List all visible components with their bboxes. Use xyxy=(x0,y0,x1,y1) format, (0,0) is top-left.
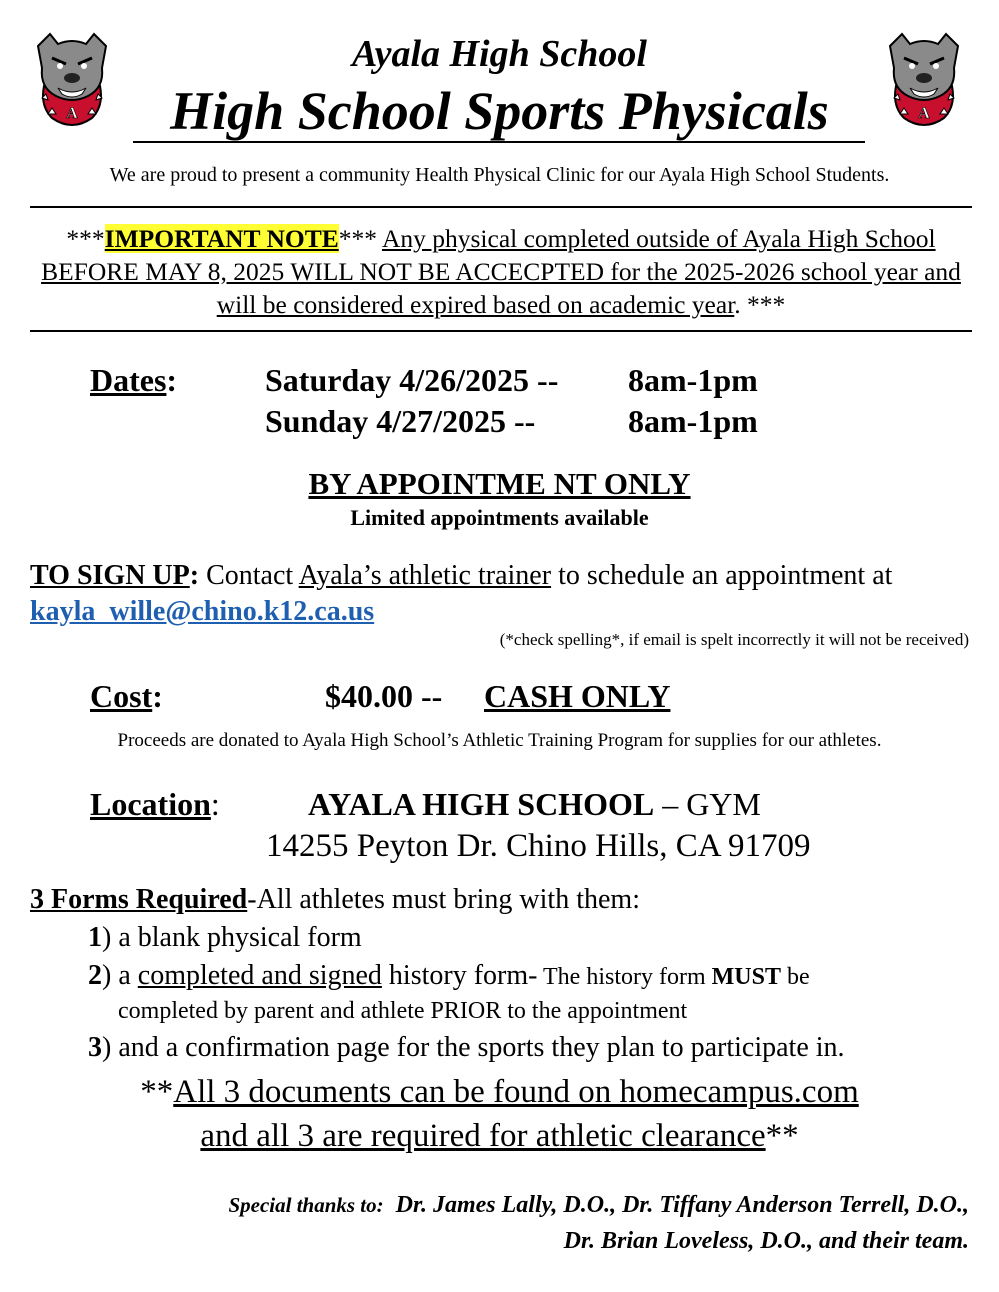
title-underline xyxy=(133,141,865,143)
appointment-heading: BY APPOINTME NT ONLY xyxy=(308,466,691,501)
callout-line-2: and all 3 are required for athletic clearance** xyxy=(200,1118,799,1154)
location-name: AYALA HIGH SCHOOL – GYM xyxy=(308,786,761,822)
location-label: Location: xyxy=(90,786,220,822)
cost-label: Cost: xyxy=(90,678,163,714)
date-row-1-time: 8am-1pm xyxy=(628,362,758,398)
date-row-1-day: Saturday 4/26/2025 -- xyxy=(265,362,559,398)
divider-bottom xyxy=(30,330,972,332)
note-body: Any physical completed outside of Ayala High School BEFORE MAY 8, 2025 WILL NOT BE ACCECPTED for the 2025-2026 school year and will be considered expired based on academic year xyxy=(41,224,961,319)
dates-label: Dates: xyxy=(90,362,178,398)
important-note xyxy=(34,222,968,321)
email-link[interactable]: kayla_wille@chino.k12.ca.us xyxy=(30,596,375,627)
thanks-line-2: Dr. Brian Loveless, D.O., and their team. xyxy=(563,1228,969,1254)
proceeds-text: Proceeds are donated to Ayala High School’s Athletic Training Program for supplies for our athletes. xyxy=(117,730,882,751)
forms-heading: 3 Forms Required-All athletes must bring with them: xyxy=(30,884,640,915)
divider-top xyxy=(30,206,972,208)
appointment-sub: Limited appointments available xyxy=(350,505,649,530)
thanks-line-1: Special thanks to: Dr. James Lally, D.O., Dr. Tiffany Anderson Terrell, D.O., xyxy=(228,1192,969,1218)
callout-line-1: **All 3 documents can be found on homecampus.com xyxy=(140,1074,859,1110)
note-suffix: . *** xyxy=(734,290,786,319)
form-item-2: 2) a completed and signed history form- The history form MUST be xyxy=(88,960,810,991)
date-row-2-time: 8am-1pm xyxy=(628,403,758,439)
page-title: High School Sports Physicals xyxy=(170,81,829,141)
form-item-3: 3) and a confirmation page for the sports they plan to participate in. xyxy=(88,1032,845,1063)
signup-text: TO SIGN UP: Contact Ayala’s athletic trainer to schedule an appointment at kayla_wille@chino.k12.ca.us xyxy=(30,560,893,627)
cost-amount: $40.00 -- xyxy=(325,678,443,714)
note-prefix: *** xyxy=(66,224,105,253)
location-address: 14255 Peyton Dr. Chino Hills, CA 91709 xyxy=(266,828,811,864)
spelling-note: (*check spelling*, if email is spelt incorrectly it will not be received) xyxy=(499,630,969,649)
form-item-1: 1) a blank physical form xyxy=(88,922,362,953)
trainer-text: Ayala’s athletic trainer xyxy=(298,560,552,591)
svg-text:A: A xyxy=(918,105,930,122)
note-label: IMPORTANT NOTE xyxy=(104,224,339,253)
form-item-2-cont: completed by parent and athlete PRIOR to the appointment xyxy=(118,998,688,1024)
signup-label: TO SIGN UP xyxy=(30,560,190,591)
cost-method: CASH ONLY xyxy=(484,678,671,714)
note-mid: *** xyxy=(338,224,377,253)
date-row-2-day: Sunday 4/27/2025 -- xyxy=(265,403,536,439)
intro-text: We are proud to present a community Health Physical Clinic for our Ayala High School Students. xyxy=(109,164,890,186)
svg-text:A: A xyxy=(66,105,78,122)
school-name: Ayala High School xyxy=(352,33,647,75)
